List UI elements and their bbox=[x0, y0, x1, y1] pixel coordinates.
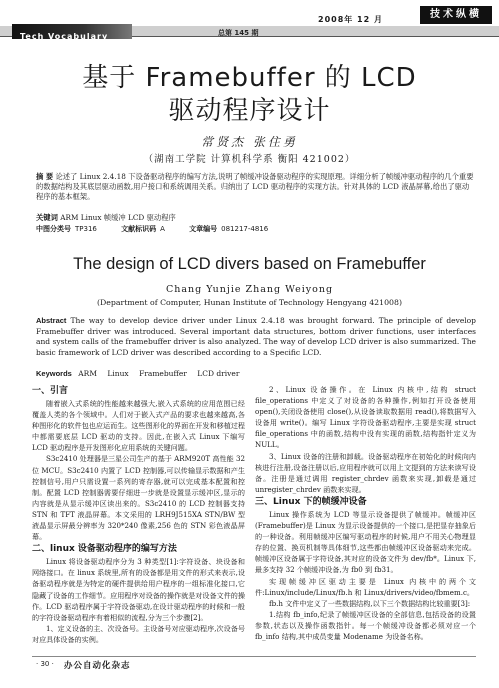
body-column-right bbox=[255, 384, 476, 642]
doc-code-label: 文献标识码 bbox=[121, 225, 157, 233]
abstract-cn-label: 摘 要 bbox=[36, 172, 54, 181]
abstract-en-text: The way to develop device driver under Linux 2.4.18 was brought forward. The principle of develop Framebuffer driver was introduced. Several important data structures, bottom driver functions, user interfaces and system calls of the framebuffer driver is also analyzed. The way of develop LCD driver is also summarized. The basic framework of LCD driver was described according to a Specific LCD. bbox=[36, 316, 476, 357]
paragraph: 2、Linux 设备操作。在 Linux 内核中,结构 struct file_operations 中定义了对设备的各种操作,例如打开设备使用 open(),关闭设备使用 close(),从设备读取数据用 read(),将数据写入设备用 write()。编写 Linux 字符设备驱动程序,主要是实现 struct file_operations 中的函数,结构中没有实现的函数,结构指针定义为 NULL。 bbox=[255, 385, 476, 450]
abstract-cn-text: 论述了 Linux 2.4.18 下设备驱动程序的编写方法,说明了帧缓冲设备驱动程序的实现原理。详细分析了帧缓冲驱动程序的几个重要的数据结构及其底层驱动函数,用户接口和系统调用关系。归纳出了 LCD 驱动程序的实现方法。针对具体的 LCD 液晶屏幕,给出了驱动程序的基本框架。 bbox=[36, 172, 474, 201]
issue-number: 总第 145 期 bbox=[218, 29, 259, 37]
keywords-en-label: Keywords bbox=[36, 369, 72, 378]
section-heading: 一、引言 bbox=[32, 386, 69, 396]
magazine-name: 办公自动化杂志 bbox=[64, 661, 131, 671]
affiliation-cn: （湖南工学院 计算机科学系 衡阳 421002） bbox=[143, 154, 356, 165]
body-column-left bbox=[32, 384, 245, 645]
title-line-1: 基于 Framebuffer 的 LCD bbox=[82, 63, 417, 93]
article-title-cn bbox=[0, 62, 499, 128]
keyword-en: Linux bbox=[107, 369, 129, 378]
doc-code-value: A bbox=[160, 225, 165, 233]
issue-date: 2008年 12 月 bbox=[318, 15, 383, 24]
section-logo-text: Tech Vocabulary bbox=[20, 32, 109, 41]
section-heading: 三、Linux 下的帧缓冲设备 bbox=[255, 496, 367, 507]
article-no-value: 081217-4816 bbox=[221, 225, 269, 233]
keyword-en: ARM bbox=[78, 369, 97, 378]
article-no-label: 文章编号 bbox=[189, 225, 218, 233]
paragraph: fb.h 文件中定义了一些数据结构,以下三个数据结构比较重要[3]: bbox=[269, 598, 471, 608]
affiliation-en: (Department of Computer, Hunan Institute of Technology Hengyang 421008) bbox=[96, 298, 403, 307]
paragraph: 随着嵌入式系统的性能越来越强大,嵌入式系统的应用范围已经覆盖人类的各个领域中。人们对于嵌入式产品的要求也越来越高,各种图形化的软件包也应运而生。这些图形化的界面在开发和移植过程中都需要底层 LCD 驱动的支持。因此,在嵌入式 Linux 下编写 LCD 驱动程序是开发图形化应用系统的关键问题。 bbox=[32, 399, 245, 453]
abstract-en-label: Abstract bbox=[36, 316, 67, 325]
column-tab-label: 技术纵横 bbox=[430, 9, 482, 20]
keywords-cn-text: ARM Linux 帧缓冲 LCD 驱动程序 bbox=[60, 213, 176, 222]
footer-rule bbox=[32, 656, 476, 657]
title-line-2: 驱动程序设计 bbox=[168, 96, 331, 126]
paragraph: 1、定义设备的主、次设备号。主设备号对应驱动程序,次设备号对应具体设备的实例。 bbox=[32, 623, 245, 644]
abstract-cn bbox=[36, 172, 476, 202]
clc-label: 中图分类号 bbox=[36, 225, 71, 233]
page-number: · 30 · bbox=[36, 660, 54, 668]
paragraph: Linux 将设备驱动程序分为 3 种类型[1]:字符设备、块设备和网络接口。在 linux 系统里,所有的设备都是用文件的形式来表示,设备驱动程序就是为特定的硬件提供给用户程序的一组标准化接口,它隐藏了设备的工作细节。应用程序对设备的操作就是对设备文件的操作。LCD 驱动程序属于字符设备驱动,在设计驱动程序的时候和一般的字符设备驱动程序有着相似的流程,分为三个步骤[2]。 bbox=[32, 557, 245, 622]
clc-value: TP316 bbox=[75, 225, 97, 233]
section-heading: 二、linux 设备驱动程序的编写方法 bbox=[32, 544, 177, 555]
column-tab bbox=[420, 6, 492, 24]
keyword-en: Framebuffer bbox=[139, 369, 187, 378]
section-logo bbox=[12, 24, 132, 39]
paragraph: S3c2410 处理器是三星公司生产的基于 ARM920T 高性能 32 位 MCU。S3c2410 内置了 LCD 控制器,可以传输显示数据和产生控制信号,用户只需设置一系列的寄存器,就可以完成基本配置和控制。配置 LCD 控制器需要仔细进一步就是设置显示缓冲区,显示的内容就是从显示缓冲区读出来的。S3c2410 的 LCD 控制器支持 STN 和 TFT 液晶屏幕。本文采用的 LRH9J515XA STN/BW 型液晶显示屏最分辨率为 320*240 像素,256 色的 STN 彩色液晶屏幕。 bbox=[32, 454, 245, 542]
keywords-en bbox=[36, 369, 476, 379]
keyword-en: LCD driver bbox=[197, 369, 240, 378]
paragraph: 实现帧缓冲区驱动主要是 Linux 内核中的两个文件:Linux/include/Linux/fb.h 和 Linux/drivers/video/fbmem.c。 bbox=[255, 576, 476, 597]
paragraph: 3、Linux 设备的注册和卸载。设备驱动程序在初始化的时候向内核进行注册,设备注册以后,应用程序就可以用上文提到的方法来读写设备。注册是通过调用 register_chrdev 函数来实现,卸载是通过 unregister_chrdev 函数来实现。 bbox=[255, 451, 476, 494]
keywords-cn bbox=[36, 213, 476, 223]
keywords-cn-label: 关键词 bbox=[36, 213, 58, 222]
paragraph: 1.结构 fb_info,纪录了帧缓冲区设备的全部信息,包括设备的设置参数,状态以及操作函数指针。每一个帧缓冲设备都必须对应一个 fb_info 结构,其中成员变量 Modename 为设备名称。 bbox=[255, 609, 476, 641]
abstract-en bbox=[36, 316, 476, 358]
classification-line bbox=[36, 224, 476, 234]
authors-en: Chang Yunjie Zhang Weiyong bbox=[165, 284, 334, 295]
article-title-en: The design of LCD divers based on Framebuffer bbox=[73, 255, 426, 273]
paragraph: Linux 操作系统为 LCD 等显示设备提供了帧缓冲。帧缓冲区(Framebuffer)是 Linux 为显示设备提供的一个接口,是把显存抽象后的一种设备。利用帧缓冲区编写驱动程序的时候,用户不用关心物理显存的位置、换页机制等具体细节,这些都由帧缓冲区设备驱动来完成。帧缓冲区设备属于字符设备,其对应的设备文件为 dev/fb*。Linux 下,最多支持 32 个帧缓冲设备,为 fb0 到 fb31。 bbox=[255, 509, 476, 575]
authors-cn: 常贤杰 张住勇 bbox=[201, 135, 298, 149]
